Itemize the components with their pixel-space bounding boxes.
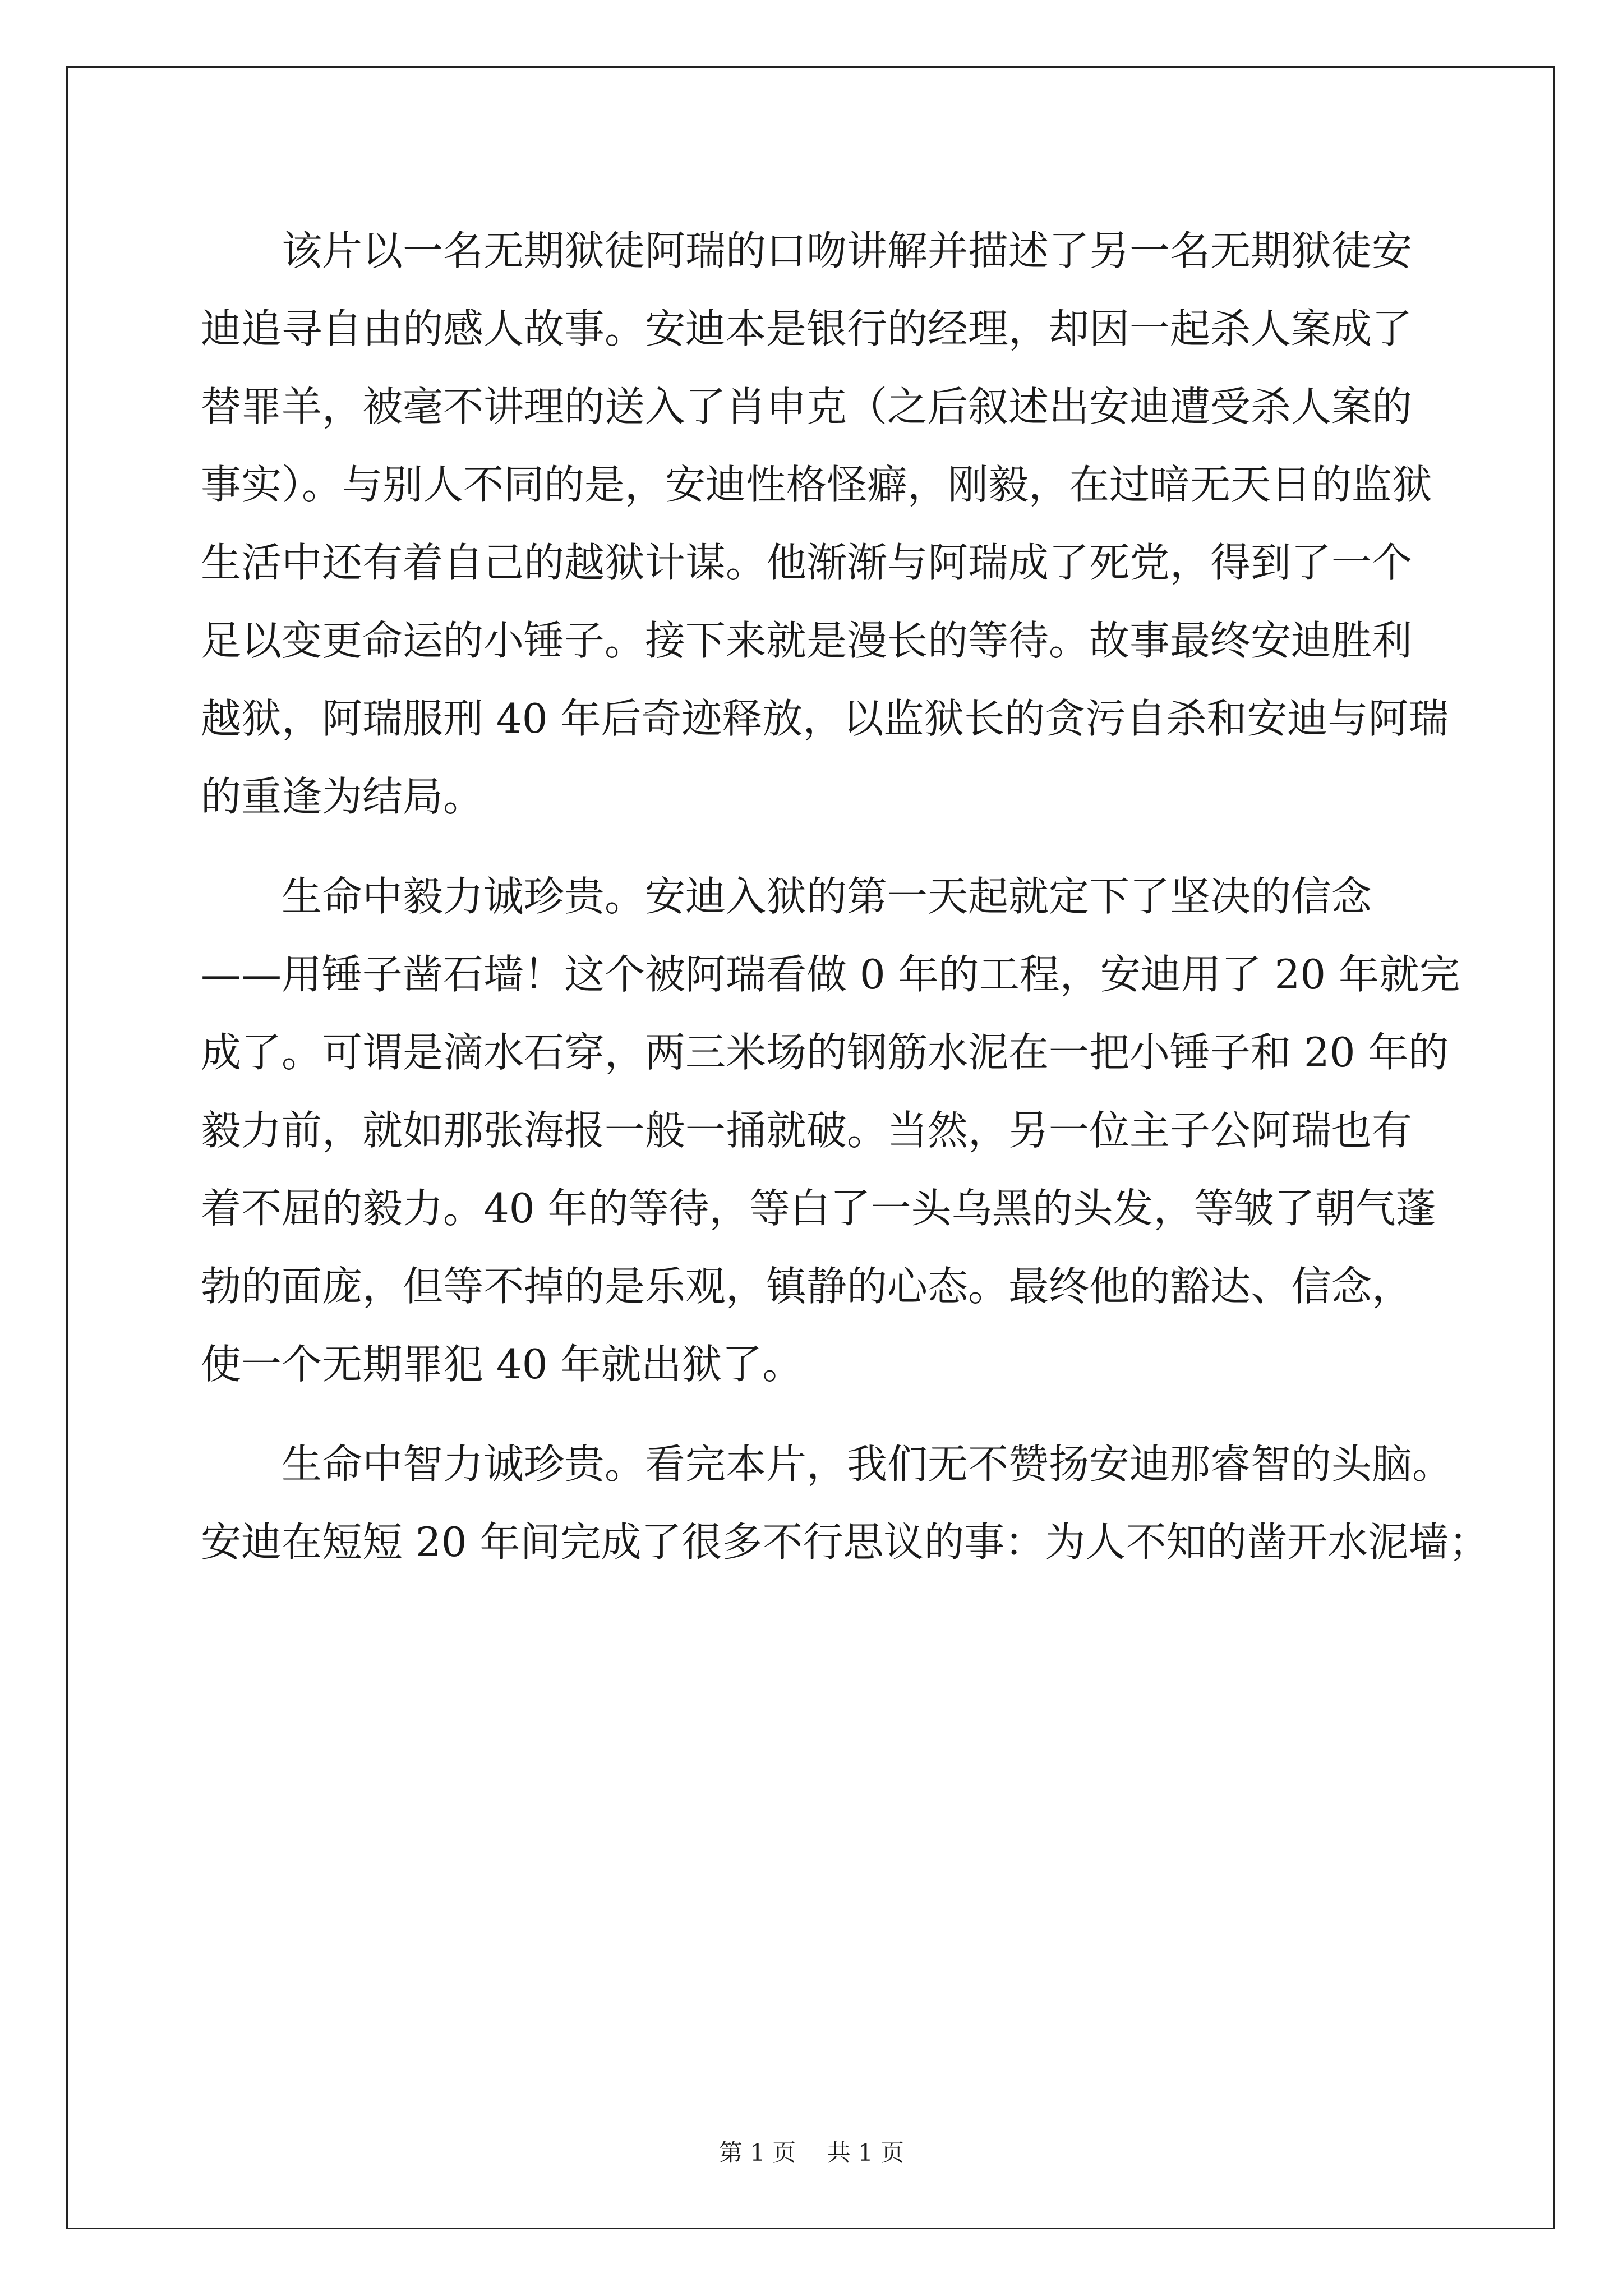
text-line: 成了。可谓是滴水石穿，两三米场的钢筋水泥在一把小锤子和 20 年的	[201, 1029, 1449, 1076]
text-line: 该片以一名无期狱徒阿瑞的口吻讲解并描述了另一名无期狱徒安	[201, 227, 1413, 274]
text-line: ——用锤子凿石墙！这个被阿瑞看做 0 年的工程，安迪用了 20 年就完	[201, 951, 1460, 998]
text-line: 事实）。与别人不同的是，安迪性格怪癖，刚毅，在过暗无天日的监狱	[201, 461, 1433, 508]
text-line: 使一个无期罪犯 40 年就出狱了。	[201, 1341, 803, 1388]
text-line: 生命中毅力诚珍贵。安迪入狱的第一天起就定下了坚决的信念	[201, 873, 1372, 920]
paragraph	[201, 1425, 1490, 1581]
paragraph-spacer	[201, 1404, 1435, 1425]
paragraph-spacer	[201, 836, 1435, 858]
text-line: 的重逢为结局。	[201, 773, 484, 820]
text-line: 生命中智力诚珍贵。看完本片，我们无不赞扬安迪那睿智的头脑。	[201, 1441, 1453, 1488]
text-line: 越狱，阿瑞服刑 40 年后奇迹释放，以监狱长的贪污自杀和安迪与阿瑞	[201, 695, 1449, 742]
document-body	[201, 212, 1490, 1581]
text-line: 着不屈的毅力。40 年的等待，等白了一头乌黑的头发，等皱了朝气蓬	[201, 1185, 1436, 1232]
text-line: 迪追寻自由的感人故事。安迪本是银行的经理，却因一起杀人案成了	[201, 305, 1413, 352]
text-line: 生活中还有着自己的越狱计谋。他渐渐与阿瑞成了死党，得到了一个	[201, 539, 1413, 586]
page-footer: 第 1 页 共 1 页	[718, 2139, 905, 2166]
text-line: 替罪羊，被毫不讲理的送入了肖申克（之后叙述出安迪遭受杀人案的	[201, 383, 1413, 430]
text-line: 安迪在短短 20 年间完成了很多不行思议的事：为人不知的凿开水泥墙；	[201, 1519, 1490, 1566]
paragraph	[201, 212, 1449, 836]
text-line: 毅力前，就如那张海报一般一捅就破。当然，另一位主子公阿瑞也有	[201, 1107, 1413, 1154]
text-line: 足以变更命运的小锤子。接下来就是漫长的等待。故事最终安迪胜利	[201, 617, 1413, 664]
text-line: 勃的面庞，但等不掉的是乐观，镇静的心态。最终他的豁达、信念，	[201, 1263, 1413, 1310]
paragraph	[201, 858, 1460, 1404]
